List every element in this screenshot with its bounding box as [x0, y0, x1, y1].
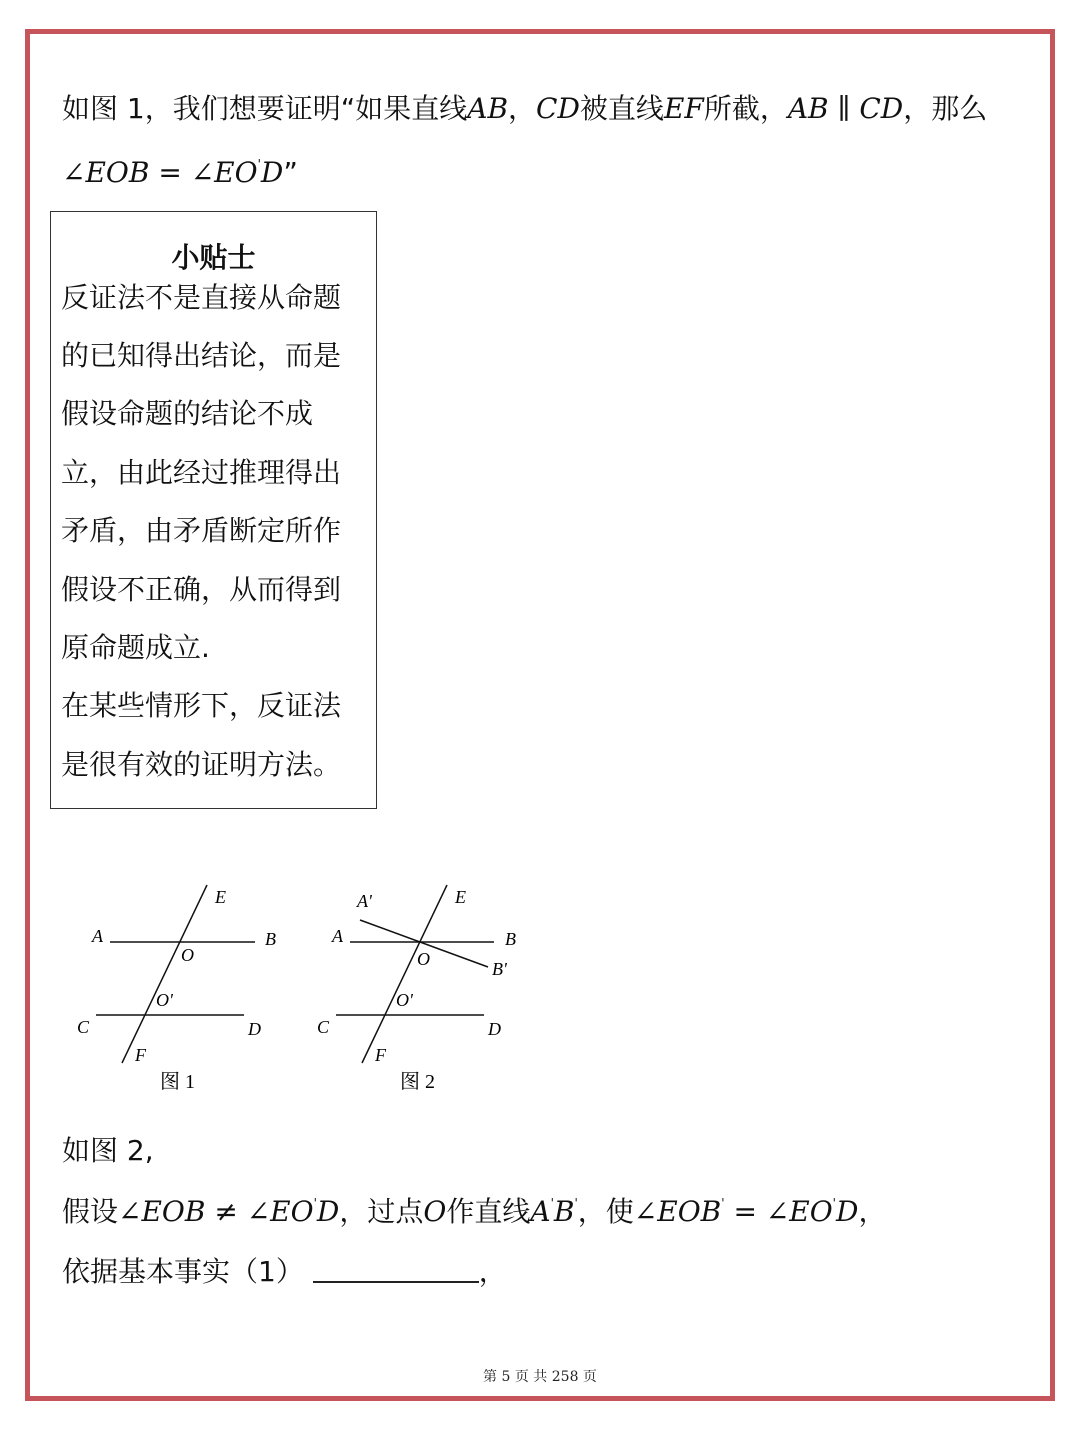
math-d: D [316, 1195, 340, 1228]
intro-text-3: 所截， [703, 92, 788, 125]
math-angle-eob: ∠EOB [633, 1195, 722, 1228]
assume-text-4: ，使 [577, 1195, 634, 1228]
label-d: D [248, 1019, 261, 1039]
math-b: B [553, 1195, 575, 1228]
prime-mark: ' [550, 1196, 554, 1210]
label-o-prime: O' [156, 990, 173, 1010]
tip-line: 反证法不是直接从命题 [61, 281, 342, 314]
tip-box [50, 211, 377, 809]
label-f: F [135, 1045, 146, 1065]
tip-line: 原命题成立. [61, 631, 210, 664]
tip-line: 假设不正确，从而得到 [61, 573, 342, 606]
figure-1 [77, 885, 276, 1093]
page-footer: 第 5 页 共 258 页 [483, 1369, 597, 1385]
tip-line: 立，由此经过推理得出 [61, 456, 342, 489]
tip-title: 小贴士 [171, 241, 256, 274]
intro-sep: ， [508, 92, 537, 125]
intro-text: 如图 1，我们想要证明“如果直线 [62, 92, 468, 125]
assumption-line [62, 1197, 886, 1226]
figure-1-caption: 图 1 [160, 1071, 195, 1093]
label-d-2: D [488, 1019, 501, 1039]
line-ef [122, 885, 207, 1063]
math-d: D [835, 1195, 859, 1228]
tip-line: 矛盾，由矛盾断定所作 [61, 514, 342, 547]
figure-2-caption: 图 2 [400, 1071, 435, 1093]
prime-mark: ' [721, 1196, 725, 1210]
math-o: O [423, 1195, 447, 1228]
math-angle-equation: ∠EOB = ∠EO [62, 156, 258, 189]
assume-text-2: ，过点 [339, 1195, 424, 1228]
label-b: B [265, 929, 276, 949]
tip-line: 假设命题的结论不成 [61, 397, 314, 430]
prime-mark: ' [574, 1196, 578, 1210]
prime-mark: ' [313, 1196, 317, 1210]
assume-text-3: 作直线 [446, 1195, 531, 1228]
intro-line-1 [62, 92, 988, 125]
label-a-2: A [332, 926, 343, 946]
basic-fact-line [62, 1257, 507, 1286]
math-ef: EF [663, 92, 704, 125]
label-c-2: C [317, 1017, 330, 1037]
tip-line: 是很有效的证明方法。 [61, 748, 342, 781]
line-ef-2 [362, 885, 447, 1063]
tip-line: 的已知得出结论，而是 [61, 339, 342, 372]
intro-text-2: 被直线 [579, 92, 664, 125]
label-o: O [181, 945, 194, 965]
label-a: A [92, 926, 103, 946]
label-c: C [77, 1017, 90, 1037]
answer-blank[interactable] [313, 1257, 479, 1283]
prime-mark: ' [257, 157, 261, 171]
math-d: D [260, 156, 284, 189]
prime-mark: ' [832, 1196, 836, 1210]
fact-text: 依据基本事实（1） [62, 1255, 304, 1288]
label-b-prime: B' [492, 959, 507, 979]
geometry-figures [60, 875, 540, 1100]
label-e-2: E [455, 887, 466, 907]
label-a-prime: A' [357, 891, 372, 911]
assume-end: ， [858, 1195, 887, 1228]
fig2-intro: 如图 2, [62, 1134, 154, 1167]
close-quote: ” [283, 156, 298, 189]
label-o-prime-2: O' [396, 990, 413, 1010]
math-parallel: AB ∥ CD [787, 92, 904, 125]
math-not-equal: ∠EOB ≠ ∠EO [118, 1195, 314, 1228]
label-b-2: B [505, 929, 516, 949]
math-a: A [530, 1195, 551, 1228]
label-e: E [215, 887, 226, 907]
label-f-2: F [375, 1045, 386, 1065]
fact-end: ， [478, 1255, 507, 1288]
math-cd: CD [536, 92, 580, 125]
tip-line: 在某些情形下，反证法 [61, 689, 342, 722]
math-equals: = ∠EO [724, 1195, 833, 1228]
intro-line-2 [62, 158, 298, 187]
assume-text: 假设 [62, 1195, 119, 1228]
label-o-2: O [417, 949, 430, 969]
intro-text-4: ，那么 [903, 92, 988, 125]
figure-2 [317, 885, 516, 1093]
math-ab: AB [467, 92, 509, 125]
